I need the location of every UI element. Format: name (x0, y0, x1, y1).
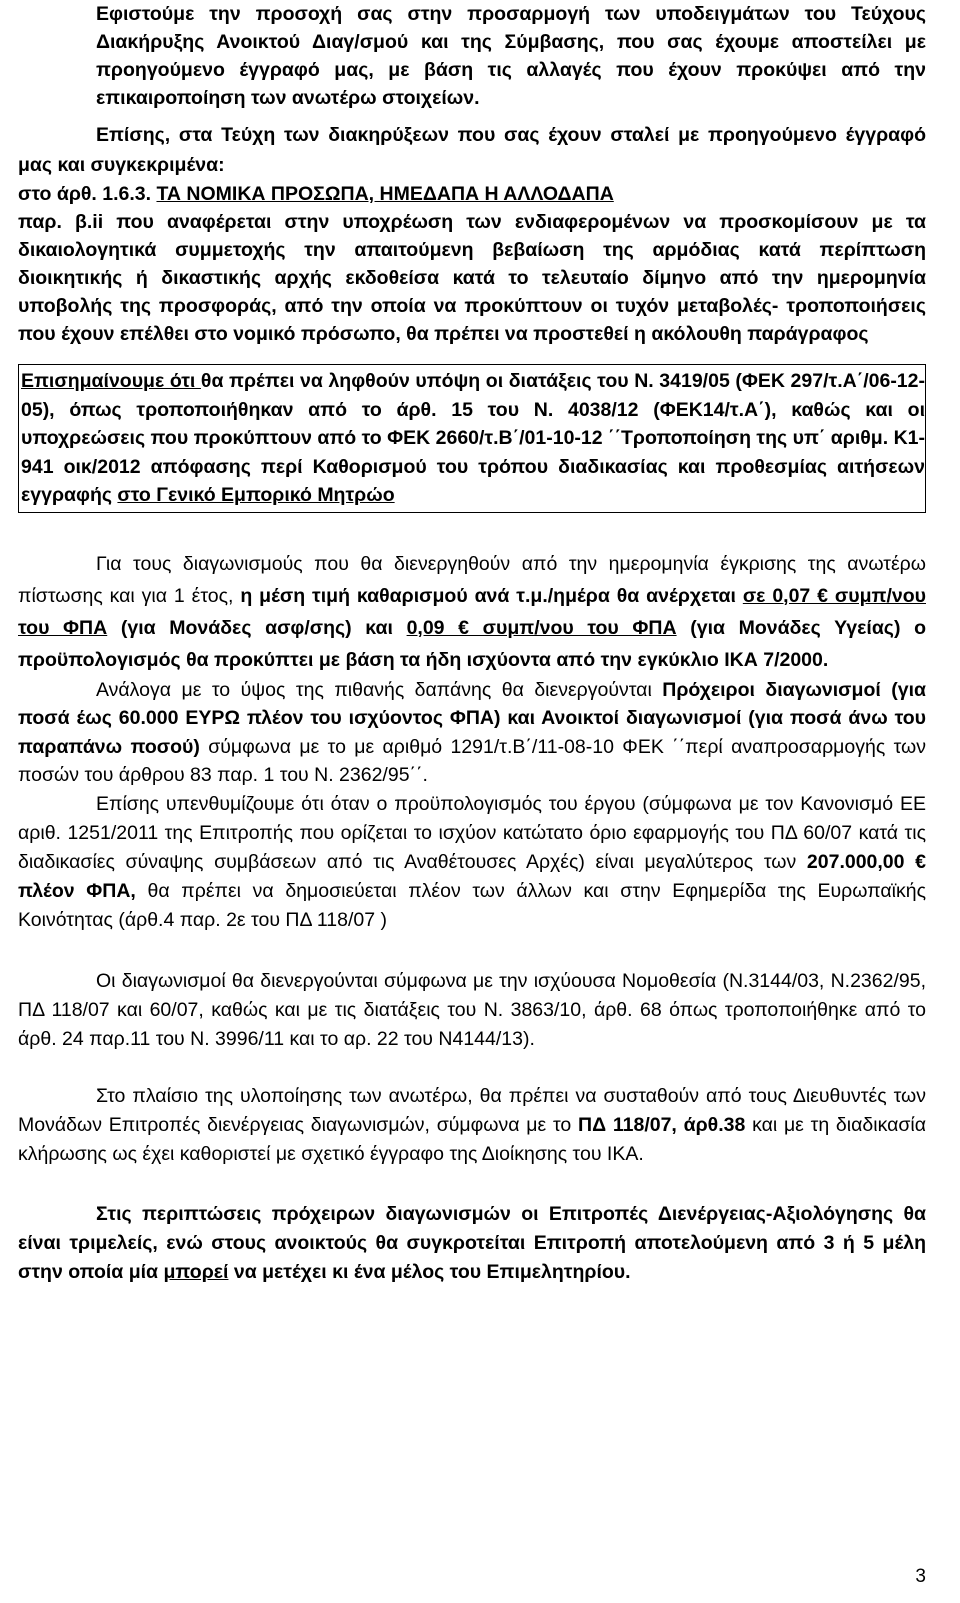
range-s1: Ανάλογα με το ύψος της πιθανής δαπάνης θα διενεργούνται (96, 678, 663, 701)
remind-s3: θα πρέπει να δημοσιεύεται πλέον των άλλων και στην Εφημερίδα της Ευρωπαϊκής Κοινότητας (άρθ.4 παρ. 2ε του ΠΔ 118/07 ) (18, 879, 926, 931)
boxed-note-underlined-end: στο Γενικό Εμπορικό Μητρώο (117, 484, 395, 506)
framework-s1: Στο πλαίσιο της υλοποίησης των ανωτέρω, θα πρέπει να συσταθούν από τους Διευθυντές των Μονάδων Επιτροπές διενέργειας διαγωνισμών, σύμφωνα με το (18, 1084, 926, 1136)
boxed-note (18, 364, 926, 513)
article-paragraph: παρ. β.ii που αναφέρεται στην υποχρέωση των ενδιαφερομένων να προσκομίσουν με τα δικαιολογητικά συμμετοχής την απαιτούμενη βεβαίωση της αρμόδιας κατά περίπτωση διοικητικής ή δικαστικής αρχής εκδοθείσα κατά το τελευταίο δίμηνο από την ημερομηνία υποβολής της προσφοράς, από την οποία να προκύπτουν οι τυχόν μεταβολές- τροποποιήσεις που έχουν επέλθει στο νομικό πρόσωπο, θα πρέπει να προστεθεί η ακόλουθη παράγραφος (18, 211, 926, 345)
cost-paragraph (18, 548, 926, 676)
boxed-note-underlined-start: Επισημαίνουμε ότι (21, 370, 201, 392)
intro-paragraph: Εφιστούμε την προσοχή σας στην προσαρμογή των υποδειγμάτων του Τεύχους Διακήρυξης Ανοικτού Διαγ/σμού και της Σύμβασης, που σας έχουμε αποστείλει με προηγούμενο έγγραφό μας, με βάση τις αλλαγές που έχουν προκύψει από την επικαιροποίηση των ανωτέρω στοιχείων. (96, 3, 926, 109)
page-number: 3 (915, 1566, 926, 1587)
article-prefix: στο άρθ. 1.6.3. (18, 183, 157, 205)
boxed-note-body: θα πρέπει να ληφθούν υπόψη οι διατάξεις του Ν. 3419/05 (ΦΕΚ 297/τ.Α΄/06-12-05), όπως τροποποιήθηκαν από το άρθ. 15 του Ν. 4038/12 (ΦΕΚ14/τ.Α΄), καθώς και οι υποχρεώσεις που προκύπτουν από το ΦΕΚ 2660/τ.Β΄/01-10-12 ΄΄Τροποποίηση της υπ΄ αριθμ. Κ1-941 οικ/2012 απόφασης περί Καθορισμού του τρόπου διαδικασίας και προθεσμίας αιτήσεων εγγραφής (21, 370, 925, 506)
range-s2: Πρόχειροι διαγωνισμοί (για ποσά έως 60.000 ΕΥΡΩ πλέον του ισχύοντος ΦΠΑ) και Ανοικτοί διαγωνισμοί (για ποσά άνω του παραπάνω ποσού) (18, 678, 926, 758)
cost-s4: (για Μονάδες ασφ/σης) και (107, 616, 407, 639)
range-paragraph (18, 676, 926, 790)
committees-s3: να μετέχει κι ένα μέλος του Επιμελητηρίου. (228, 1260, 631, 1283)
also-paragraph: Επίσης, στα Τεύχη των διακηρύξεων που σας έχουν σταλεί με προηγούμενο έγγραφό μας και συγκεκριμένα: (18, 124, 926, 176)
framework-paragraph (18, 1082, 926, 1169)
framework-decree: ΠΔ 118/07, άρθ.38 (578, 1113, 746, 1136)
article-title: ΤΑ ΝΟΜΙΚΑ ΠΡΟΣΩΠΑ, ΗΜΕΔΑΠΑ Η ΑΛΛΟΔΑΠΑ (156, 183, 614, 205)
remind-s1: Επίσης υπενθυμίζουμε ότι όταν ο προϋπολογισμός του έργου (σύμφωνα με τον Κανονισμό ΕΕ αριθ. 1251/2011 της Επιτροπής που ορίζεται το ισχύον κατώτατο όριο εφαρμογής του ΠΔ 60/07 κατά τις διαδικασίες σύναψης συμβάσεων από τις Αναθέτουσες Αρχές) είναι μεγαλύτερος των (18, 792, 926, 873)
framework-s3: και με τη διαδικασία κλήρωσης ως έχει καθοριστεί με σχετικό έγγραφο της Διοίκησης του ΙΚΑ. (18, 1113, 927, 1165)
cost-s1: Για τους διαγωνισμούς που θα διενεργηθούν από την ημερομηνία έγκρισης της ανωτέρω πίστωσης και για 1 έτος, (18, 552, 926, 607)
cost-insurance-price: σε 0,07 € συμπ/νου του ΦΠΑ (18, 584, 926, 639)
cost-health-price: 0,09 € συμπ/νου του ΦΠΑ (406, 616, 677, 639)
cost-s2: η μέση τιμή καθαρισμού ανά τ.μ./ημέρα θα ανέρχεται (240, 584, 743, 607)
legislation-paragraph: Οι διαγωνισμοί θα διενεργούνται σύμφωνα με την ισχύουσα Νομοθεσία (Ν.3144/03, Ν.2362/95, ΠΔ 118/07 και 60/07, καθώς και με τις διατάξεις του Ν. 3863/10, άρθ. 68 όπως τροποποιήθηκε από το άρθ. 24 παρ.11 του Ν. 3996/11 και το αρ. 22 του Ν4144/13). (18, 969, 926, 1050)
boxed-note-text (21, 367, 925, 510)
remind-paragraph (18, 790, 926, 935)
remind-threshold: 207.000,00 € πλέον ΦΠΑ, (18, 850, 927, 902)
committees-paragraph (18, 1200, 926, 1287)
committees-s1: Στις περιπτώσεις πρόχειρων διαγωνισμών οι Επιτροπές Διενέργειας-Αξιολόγησης θα είναι τριμελείς, ενώ στους ανοικτούς θα συγκροτείται Επιτροπή αποτελούμενη από 3 ή 5 μέλη στην οποία μία (18, 1202, 926, 1283)
range-s3: σύμφωνα με το με αριθμό 1291/τ.Β΄/11-08-10 ΦΕΚ ΄΄περί αναπροσαρμογής των ποσών του άρθρου 83 παρ. 1 του Ν. 2362/95΄΄. (18, 735, 926, 786)
committees-may: μπορεί (163, 1260, 229, 1283)
cost-s6: (για Μονάδες Υγείας) ο προϋπολογισμός θα προκύπτει με βάση τα ήδη ισχύοντα από την εγκύκλιο ΙΚΑ 7/2000. (18, 616, 926, 671)
document-page (18, 0, 926, 1287)
article-reference (18, 180, 926, 208)
